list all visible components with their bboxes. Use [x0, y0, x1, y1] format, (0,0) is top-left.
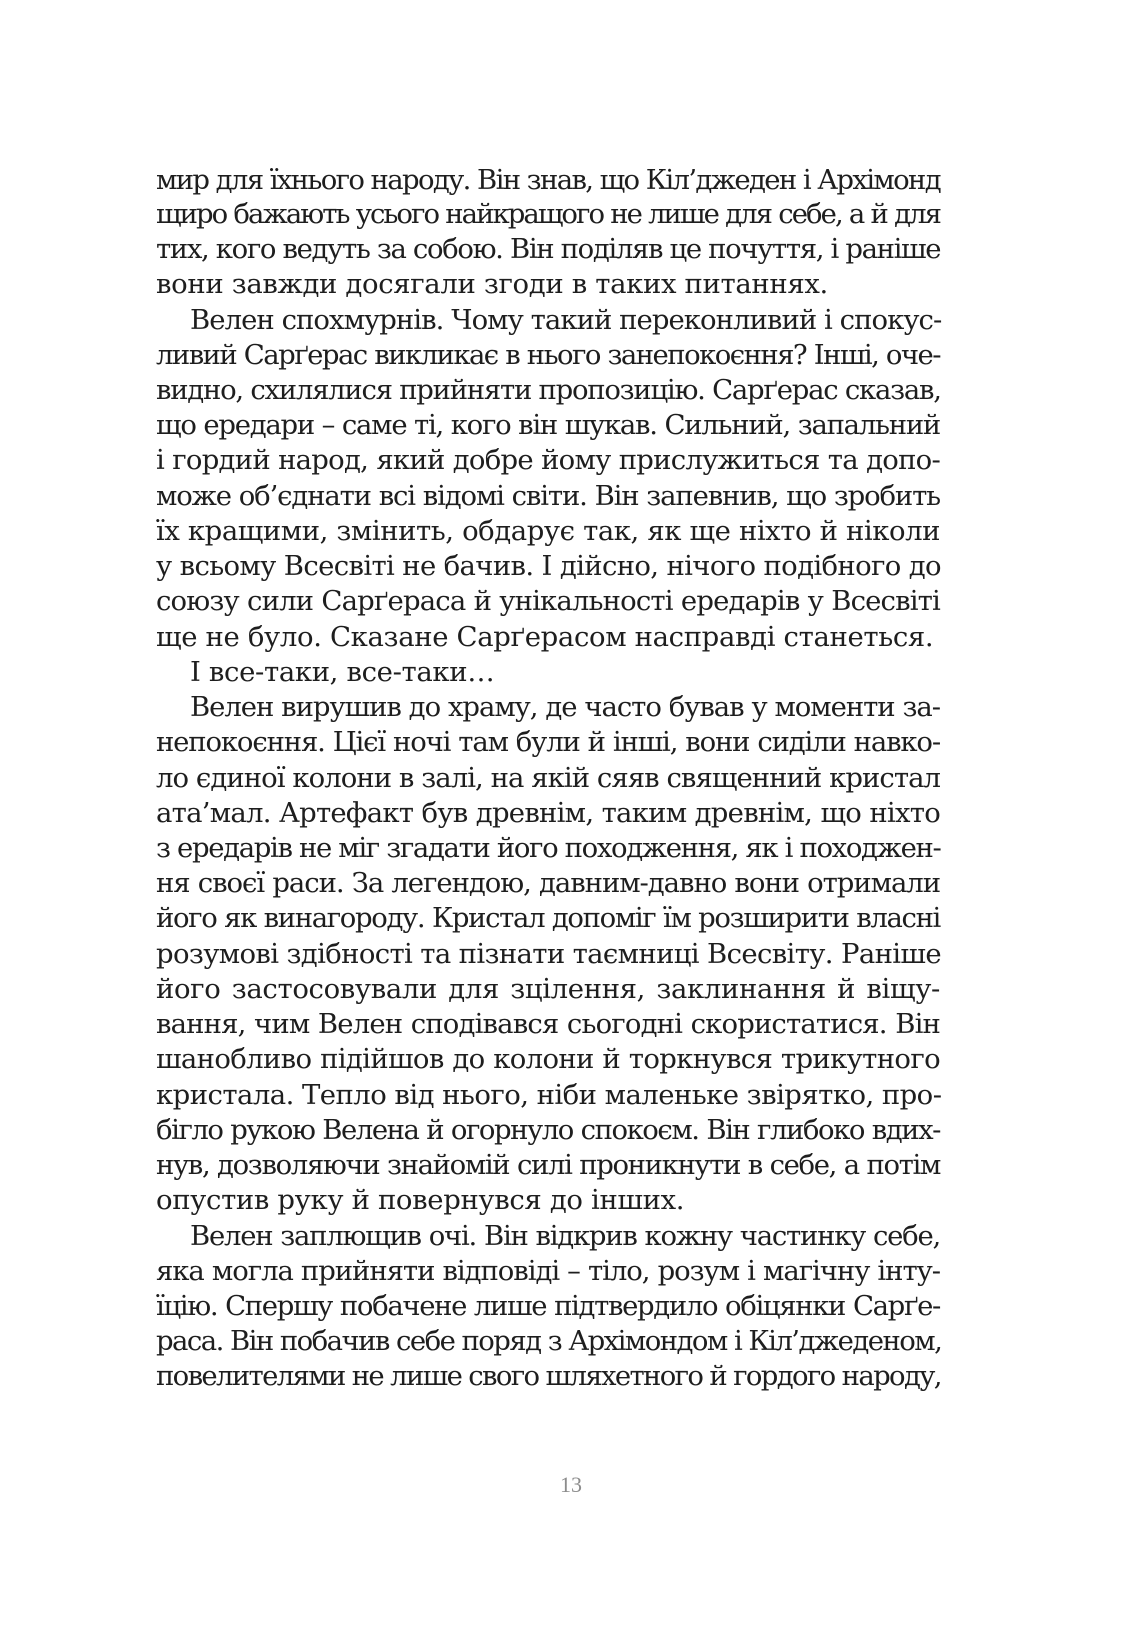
text-line: ня своєї раси. За легендою, давним-давно вони отримали — [156, 867, 940, 899]
text-line: щиро бажають усього найкращого не лише для себе, а й для — [156, 198, 940, 230]
text-line: у всьому Всесвіті не бачив. І дійсно, нічого подібного до — [156, 550, 941, 582]
text-line: мир для їхнього народу. Він знав, що Кіл’джеден і Архімонд — [156, 164, 940, 196]
text-line: що ередари – саме ті, кого він шукав. Сильний, запальний — [156, 409, 940, 441]
text-line: непокоєння. Цієї ночі там були й інші, вони сиділи навко- — [156, 726, 940, 758]
text-line: нув, дозволяючи знайомій силі проникнути в себе, а потім — [156, 1149, 940, 1181]
text-line: Велен заплющив очі. Він відкрив кожну частинку себе, — [190, 1220, 940, 1252]
text-line: бігло рукою Велена й огорнуло спокоєм. Він глибоко вдих- — [156, 1114, 940, 1146]
text-line: ата’мал. Артефакт був древнім, таким древнім, що ніхто — [156, 797, 940, 829]
text-line: розумові здібності та пізнати таємниці Всесвіту. Раніше — [156, 938, 941, 970]
text-line: може об’єднати всі відомі світи. Він запевнив, що зробить — [156, 480, 940, 512]
text-line: ще не було. Сказане Сарґерасом насправді станеться. — [156, 621, 934, 653]
text-line: їцію. Спершу побачене лише підтвердило обіцянки Сарґе- — [156, 1290, 940, 1322]
text-line: ло єдиної колони в залі, на якій сяяв священний кристал — [156, 762, 941, 794]
text-line: союзу сили Сарґераса й унікальності ередарів у Всесвіті — [156, 585, 940, 617]
text-line: яка могла прийняти відповіді – тіло, розум і магічну інту- — [156, 1255, 940, 1287]
text-line: Велен спохмурнів. Чому такий переконливий і спокус- — [190, 304, 942, 336]
text-line: його як винагороду. Кристал допоміг їм розширити власні — [156, 902, 940, 934]
text-line: І все-таки, все-таки… — [190, 656, 495, 688]
text-line: повелителями не лише свого шляхетного й гордого народу, — [156, 1360, 941, 1392]
text-line: вання, чим Велен сподівався сьогодні скористатися. Він — [156, 1008, 940, 1040]
text-line: їх кращими, змінить, обдарує так, як ще ніхто й ніколи — [156, 515, 940, 547]
text-line: тих, кого ведуть за собою. Він поділяв це почуття, і раніше — [156, 233, 941, 265]
text-line: ливий Сарґерас викликає в нього занепокоєння? Інші, оче- — [156, 339, 940, 371]
text-line: і гордий народ, який добре йому прислужиться та допо- — [156, 444, 940, 476]
text-line: шанобливо підійшов до колони й торкнувся трикутного — [156, 1043, 940, 1075]
text-line: з ередарів не міг згадати його походження, як і походжен- — [156, 832, 941, 864]
text-line: видно, схилялися прийняти пропозицію. Сарґерас сказав, — [156, 374, 941, 406]
text-line: його застосовували для зцілення, заклинання й віщу- — [156, 973, 940, 1005]
text-line: кристала. Тепло від нього, ніби маленьке звірятко, про- — [156, 1079, 942, 1111]
page-number: 13 — [560, 1472, 582, 1497]
text-line: раса. Він побачив себе поряд з Архімондом і Кіл’джеденом, — [156, 1325, 942, 1357]
text-line: вони завжди досягали згоди в таких питаннях. — [156, 268, 828, 300]
text-line: опустив руку й повернувся до інших. — [156, 1184, 685, 1216]
text-line: Велен вирушив до храму, де часто бував у моменти за- — [190, 691, 940, 723]
